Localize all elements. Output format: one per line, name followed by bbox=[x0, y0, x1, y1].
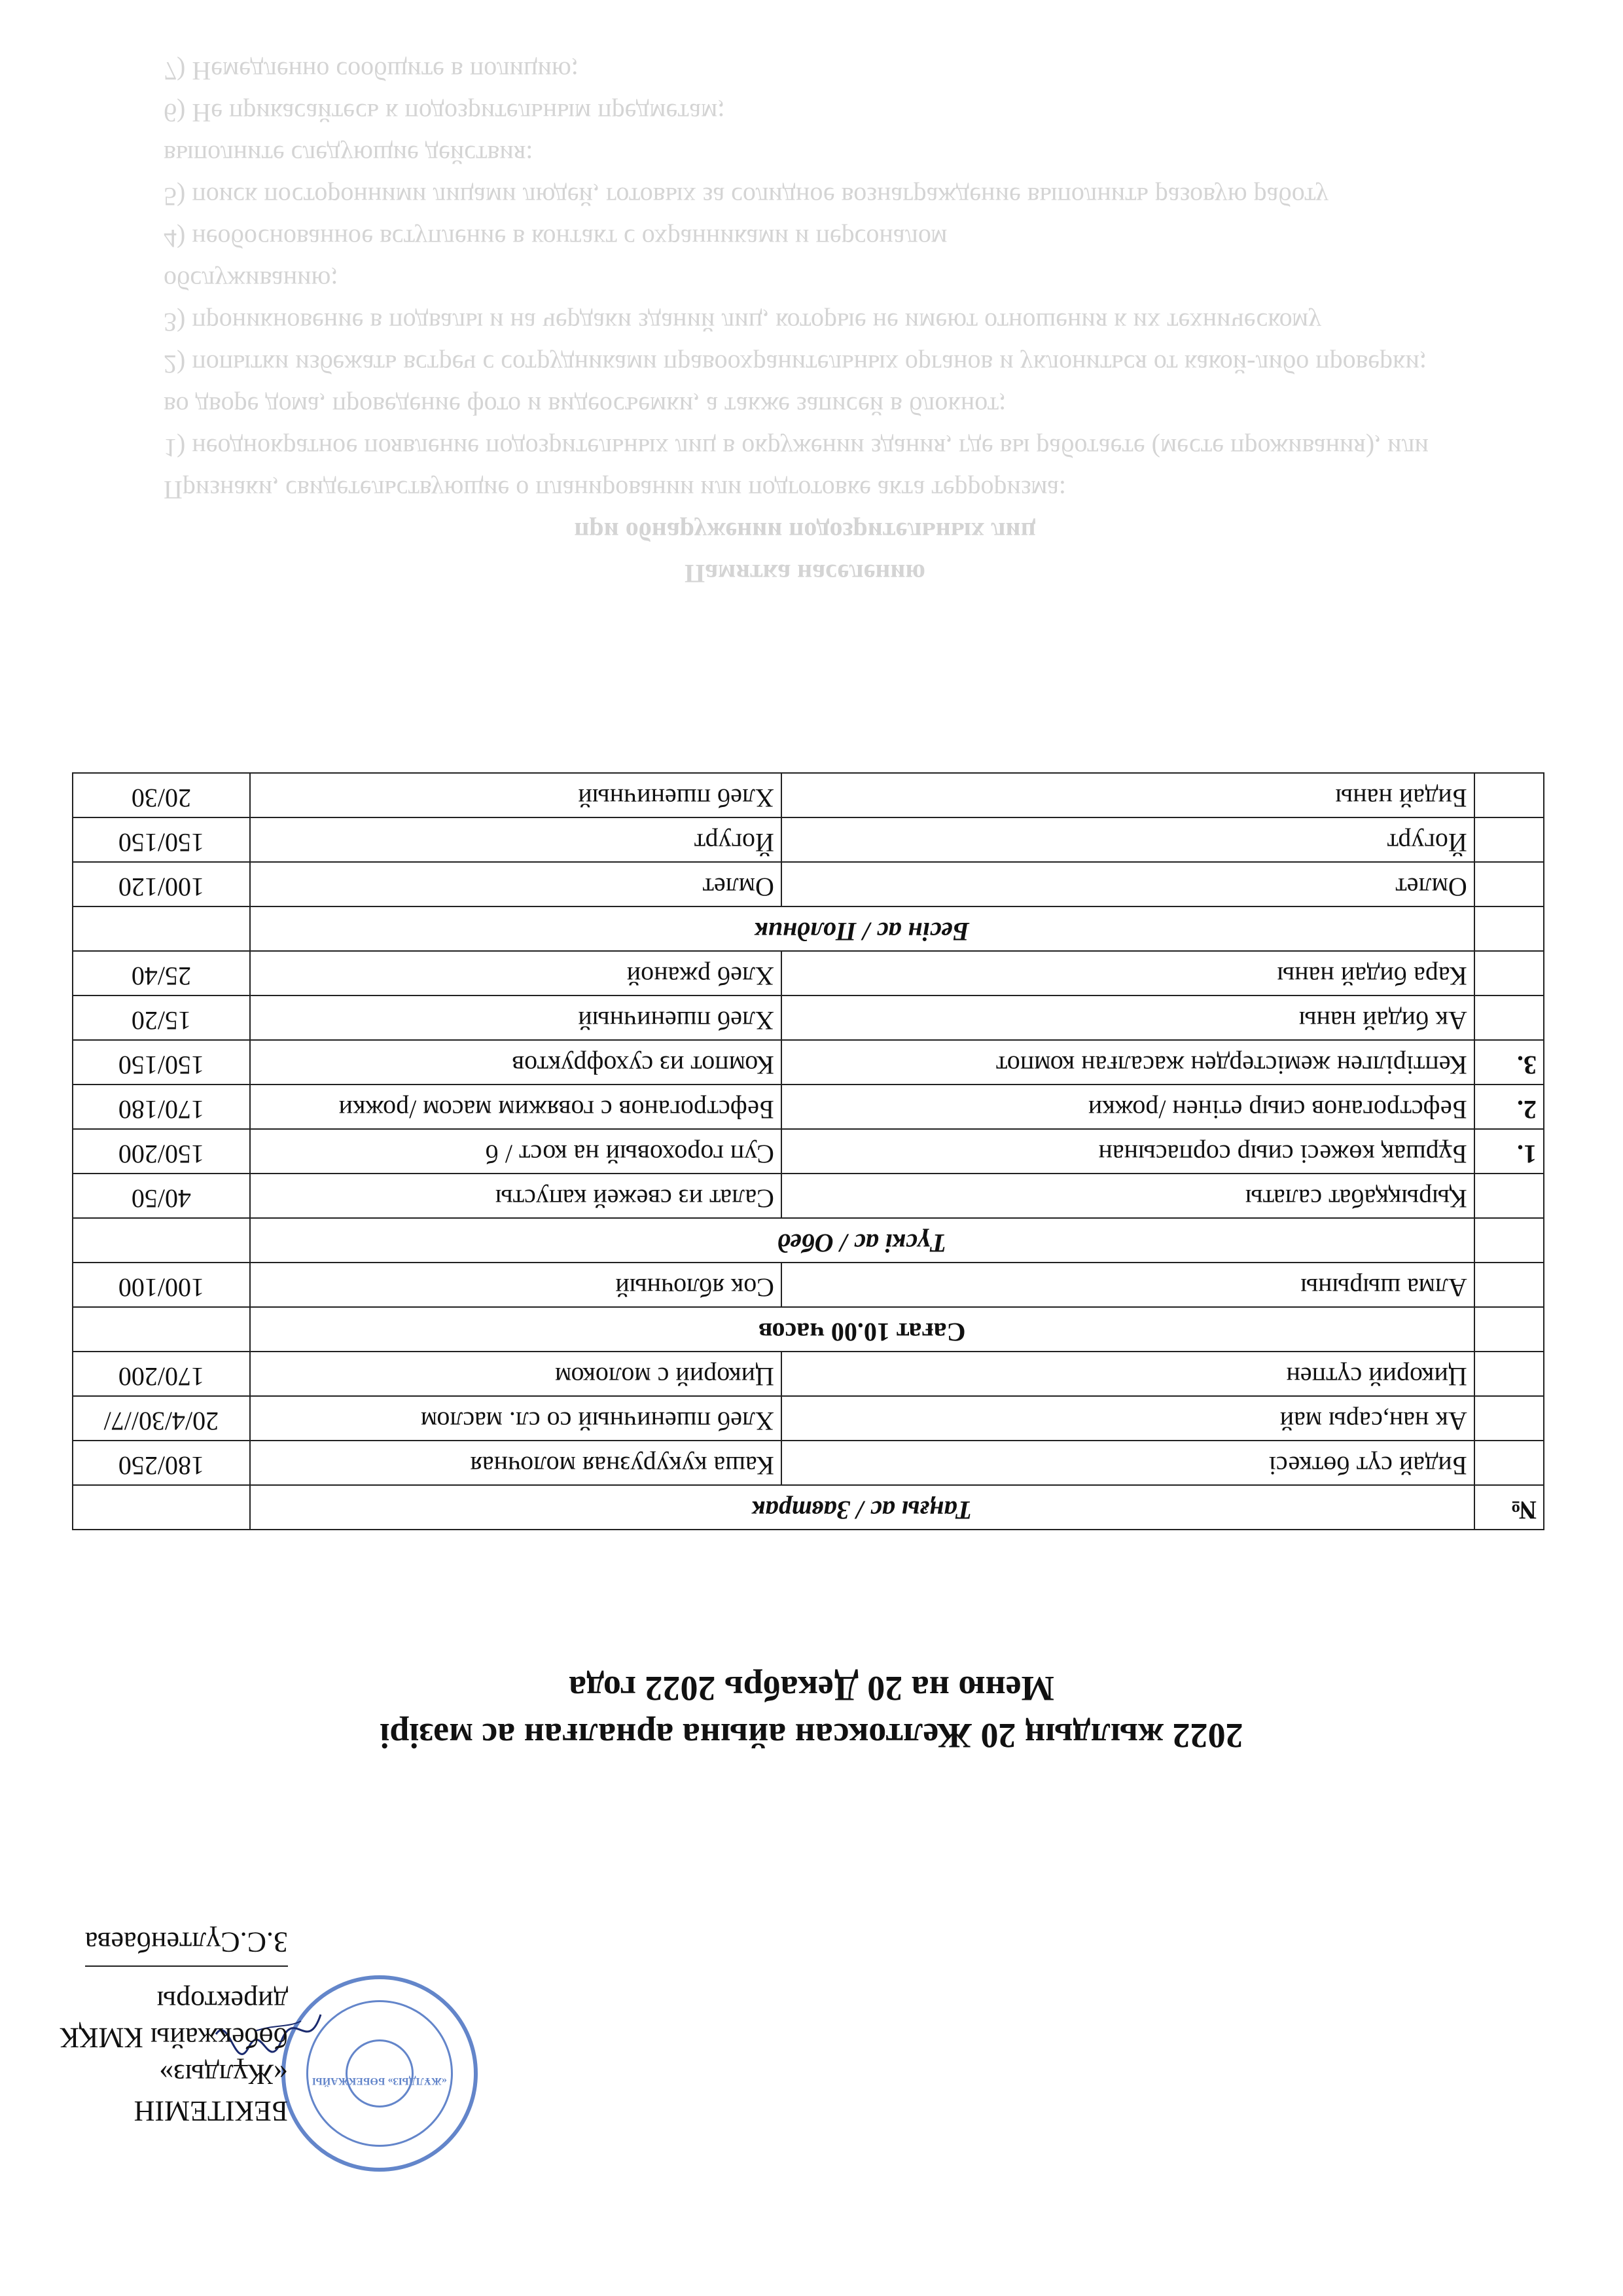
num-header: № bbox=[1474, 1485, 1544, 1530]
signature-line bbox=[85, 1965, 288, 1975]
table-row bbox=[73, 1485, 1544, 1530]
dish-kz: Бидай сүт бөткесі bbox=[781, 1441, 1474, 1485]
portion: 20/4/30//7/ bbox=[73, 1396, 250, 1441]
breakfast-header: Таңғы ас / Завтрак bbox=[250, 1485, 1474, 1530]
table-row bbox=[73, 1040, 1544, 1085]
lunch-header: Түскі ас / Обед bbox=[250, 1218, 1474, 1263]
reverse-paragraph: 1) неоднократное появление подозрительных лиц в окружении здания, где вы работаете (месте проживания), или во дворе дома, проведение фото и видеосъемки, а также записей в блокнот; bbox=[164, 391, 1429, 463]
portion: 100/100 bbox=[73, 1263, 250, 1307]
dish-kz: Омлет bbox=[781, 862, 1474, 906]
table-row bbox=[73, 1218, 1544, 1263]
dish-kz: Бидай наны bbox=[781, 773, 1474, 817]
dish-kz: Бұршақ көжесі сиыр сорпасынан bbox=[781, 1129, 1474, 1174]
dish-ru: Йогурт bbox=[250, 817, 781, 862]
table-row bbox=[73, 1263, 1544, 1307]
portion: 40/50 bbox=[73, 1174, 250, 1218]
dish-ru: Хлеб пшеничный со сл. маслом bbox=[250, 1396, 781, 1441]
table-row bbox=[73, 1441, 1544, 1485]
portion: 20/30 bbox=[73, 773, 250, 817]
reverse-title-2: при обнаружении подозрительных лиц bbox=[574, 517, 1036, 547]
dish-kz: Цикорий сүтпен bbox=[781, 1352, 1474, 1396]
row-number: 3. bbox=[1474, 1040, 1544, 1085]
row-number bbox=[1474, 996, 1544, 1040]
approval-line-3: директоры bbox=[156, 1985, 288, 2017]
dish-ru: Салат из свежей капусты bbox=[250, 1174, 781, 1218]
portion: 25/40 bbox=[73, 951, 250, 996]
row-number bbox=[1474, 1174, 1544, 1218]
table-row bbox=[73, 1129, 1544, 1174]
table-row bbox=[73, 906, 1544, 951]
reverse-paragraph: 4) необоснованное вступление в контакт с охранниками и персоналом bbox=[164, 224, 948, 253]
table-row bbox=[73, 862, 1544, 906]
reverse-paragraph: 3) проникновение в подвалы и на чердаки зданий лиц, которые не имеют отношения к их техническому обслуживанию; bbox=[164, 266, 1322, 337]
portion: 150/150 bbox=[73, 1040, 250, 1085]
dish-kz: Кара бидай наны bbox=[781, 951, 1474, 996]
menu-title bbox=[0, 1665, 1623, 1759]
dish-ru: Цикорий с молоком bbox=[250, 1352, 781, 1396]
reverse-paragraph: выполните следующие действия: bbox=[164, 140, 533, 170]
dish-kz: Ак нан,сары май bbox=[781, 1396, 1474, 1441]
dish-kz: Алма шырыны bbox=[781, 1263, 1474, 1307]
table-row bbox=[73, 1396, 1544, 1441]
table-row bbox=[73, 773, 1544, 817]
afternoon-header: Бесін ас / Полдник bbox=[250, 906, 1474, 951]
row-number: 1. bbox=[1474, 1129, 1544, 1174]
dish-kz: Бефстроганов сиыр етінен /рожки bbox=[781, 1085, 1474, 1129]
reverse-paragraph: 2) попытки избежать встреч с сотрудниками правоохранительных органов и уклониться от какой-либо проверки; bbox=[164, 350, 1427, 379]
menu-title-ru: Меню на 20 Декабрь 2022 года bbox=[569, 1669, 1054, 1708]
table-row bbox=[73, 996, 1544, 1040]
dish-ru: Суп гороховый на кост / б bbox=[250, 1129, 781, 1174]
approval-line-1: БЕКІТЕМІН bbox=[134, 2095, 288, 2127]
approval-block bbox=[26, 1924, 288, 2129]
table-row bbox=[73, 1352, 1544, 1396]
director-name: З.С.Сүлтенбаева bbox=[84, 1926, 288, 1958]
table-row bbox=[73, 817, 1544, 862]
dish-ru: Компот из сухофруктов bbox=[250, 1040, 781, 1085]
dish-kz: Ак бидай наны bbox=[781, 996, 1474, 1040]
approval-line-2: «Жұлдыз» бөбекжайы КМҚК bbox=[60, 2022, 288, 2090]
dish-kz: Қырыққабат салаты bbox=[781, 1174, 1474, 1218]
portion: 170/200 bbox=[73, 1352, 250, 1396]
row-number bbox=[1474, 951, 1544, 996]
reverse-side-bleed-through bbox=[164, 50, 1446, 594]
stamp-text: «ЖҰЛДЫЗ» БӨБЕКЖАЙЫ bbox=[312, 2075, 447, 2087]
dish-ru: Сок яблочный bbox=[250, 1263, 781, 1307]
table-row bbox=[73, 1174, 1544, 1218]
table-row bbox=[73, 1307, 1544, 1352]
dish-ru: Хлеб ржаной bbox=[250, 951, 781, 996]
menu-title-kz: 2022 жылдың 20 Желтоксан айына арналған ас мәзірі bbox=[380, 1716, 1243, 1755]
dish-ru: Бефстроганов с говяжим масом /рожки bbox=[250, 1085, 781, 1129]
portion: 15/20 bbox=[73, 996, 250, 1040]
dish-ru: Хлеб пшеничный bbox=[250, 773, 781, 817]
reverse-paragraph: 6) Не прикасайтесь к подозрительным предметам; bbox=[164, 98, 725, 128]
reverse-paragraph: 7) Немедленно сообщите в полицию; bbox=[164, 56, 579, 86]
dish-ru: Каша кукурузная молочная bbox=[250, 1441, 781, 1485]
portion: 100/120 bbox=[73, 862, 250, 906]
portion: 170/180 bbox=[73, 1085, 250, 1129]
stamp-core-ring bbox=[346, 2039, 414, 2108]
portion: 150/150 bbox=[73, 817, 250, 862]
table-row bbox=[73, 1085, 1544, 1129]
row-number: 2. bbox=[1474, 1085, 1544, 1129]
reverse-heading: Признаки, свидетельствующие о планировании или подготовке акта терроризма: bbox=[164, 475, 1067, 505]
snack-time-header: Сағат 10.00 часов bbox=[250, 1307, 1474, 1352]
portion: 180/250 bbox=[73, 1441, 250, 1485]
dish-kz: Йогурт bbox=[781, 817, 1474, 862]
reverse-title-1: Памятка населению bbox=[685, 559, 925, 588]
reverse-paragraph: 5) поиск посторонними лицами людей, готовых за солидное вознаграждение выполнить разовую работу bbox=[164, 182, 1329, 211]
dish-ru: Омлет bbox=[250, 862, 781, 906]
dish-kz: Кептірілген жемістерден жасалған компот bbox=[781, 1040, 1474, 1085]
portion: 150/200 bbox=[73, 1129, 250, 1174]
menu-table bbox=[72, 772, 1544, 1530]
dish-ru: Хлеб пшеничный bbox=[250, 996, 781, 1040]
table-row bbox=[73, 951, 1544, 996]
